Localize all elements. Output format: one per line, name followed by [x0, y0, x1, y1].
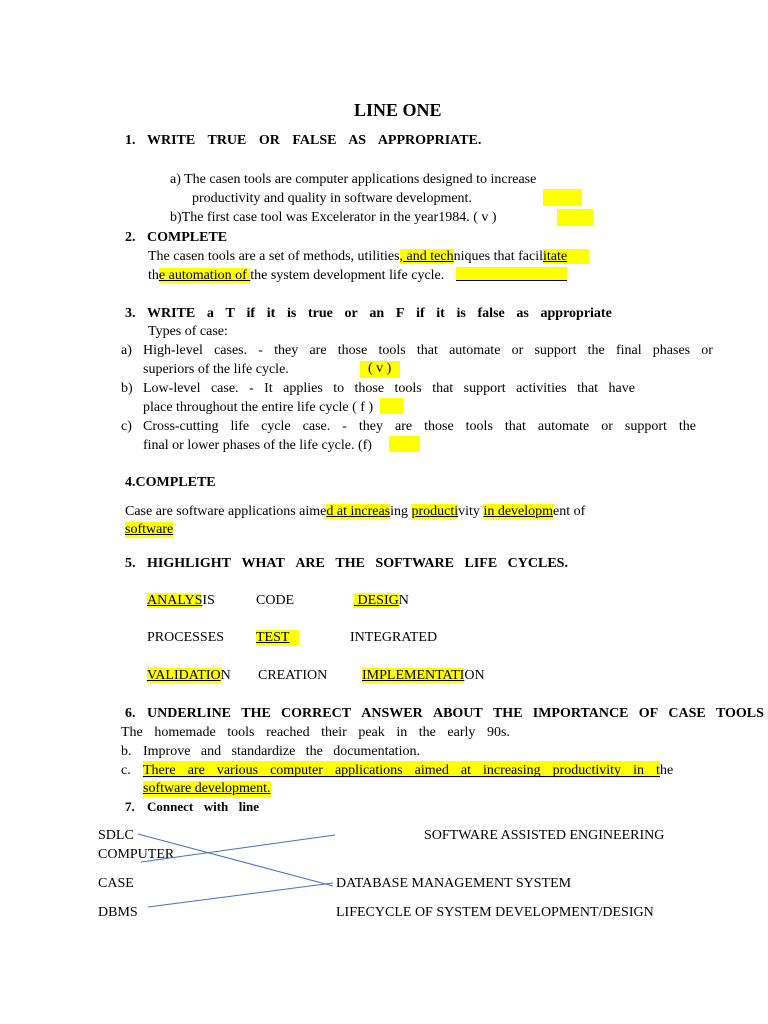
connect-left-term: COMPUTER — [98, 847, 175, 862]
text-run: vity — [458, 504, 484, 519]
word: at — [460, 763, 472, 778]
word: UNDERLINE — [147, 706, 232, 721]
word: that — [416, 343, 438, 358]
option-creation: CREATION — [258, 668, 328, 683]
section-3-intro: Types of case: — [148, 324, 228, 339]
word: those — [354, 381, 385, 396]
highlighted-text: DESIG — [354, 593, 399, 608]
word: to — [333, 381, 345, 396]
connect-right-definition: SOFTWARE ASSISTED ENGINEERING — [424, 828, 665, 843]
section-2-number: 2. — [125, 230, 136, 245]
item-c-line2: final or lower phases of the life cycle. (f) — [143, 438, 372, 453]
text-run: N — [220, 668, 231, 683]
highlighted-text: ANALYS — [147, 593, 203, 608]
connect-right-definition: DATABASE MANAGEMENT SYSTEM — [336, 876, 572, 891]
word: OF — [638, 706, 659, 721]
text-run: the system development life cycle. — [250, 268, 445, 283]
word: ABOUT — [432, 706, 483, 721]
word: it — [436, 306, 445, 321]
word: line — [238, 799, 259, 814]
word: support — [534, 343, 577, 358]
word: Improve — [143, 744, 191, 759]
word: case. — [210, 381, 239, 396]
word: are — [395, 419, 413, 434]
word: HIGHLIGHT — [147, 556, 232, 571]
word: final — [615, 343, 642, 358]
item-a-line2: superiors of the life cycle. — [143, 362, 289, 377]
word: it — [266, 306, 276, 321]
text-run: ent of — [553, 504, 586, 519]
word: the — [305, 744, 323, 759]
word: applications — [334, 763, 403, 778]
word: LIFE — [464, 556, 498, 571]
section-2-heading: COMPLETE — [147, 230, 228, 245]
section-6-item-c-tail: he — [660, 763, 674, 778]
word: if — [246, 306, 256, 321]
connect-left-term: DBMS — [98, 905, 138, 920]
word: tools — [227, 725, 255, 740]
highlighted-text: TEST — [256, 630, 299, 645]
word: that — [432, 381, 454, 396]
item-b-line2: place throughout the entire life cycle ( f ) — [143, 400, 374, 415]
word: the — [418, 725, 436, 740]
word: standardize — [231, 744, 296, 759]
section-4-paragraph-line2: software — [125, 522, 174, 537]
word: if — [416, 306, 425, 321]
word: is — [456, 306, 466, 321]
text-run: ing — [390, 504, 412, 519]
word: the — [678, 419, 696, 434]
section-3-number: 3. — [125, 306, 136, 321]
word: Cross-cutting — [143, 419, 219, 434]
word: as — [516, 306, 529, 321]
word: automate — [537, 419, 590, 434]
word: Low-level — [143, 381, 201, 396]
word: support — [463, 381, 506, 396]
word: CASE — [668, 706, 706, 721]
connector-line — [138, 834, 333, 886]
word: in — [396, 725, 408, 740]
word: WHAT — [241, 556, 285, 571]
section-6-item-b-label: b. — [121, 744, 132, 759]
word: SOFTWARE — [375, 556, 454, 571]
connector-line — [141, 835, 335, 862]
word: - — [249, 381, 254, 396]
word: or — [601, 419, 613, 434]
word: productivity — [552, 763, 622, 778]
word: they — [358, 419, 384, 434]
word: computer — [270, 763, 323, 778]
item-c-label: c) — [121, 419, 132, 434]
word: and — [200, 744, 222, 759]
word: activities — [516, 381, 567, 396]
word: THE — [241, 706, 271, 721]
section-6-number: 6. — [125, 706, 136, 721]
section-1-a-line1: a) The casen tools are computer applications designed to increase — [170, 172, 537, 187]
section-4-heading: 4.COMPLETE — [125, 475, 216, 490]
word: that — [504, 419, 526, 434]
word: appropriate — [540, 306, 612, 321]
word: are — [187, 763, 205, 778]
word: their — [321, 725, 347, 740]
word: have — [608, 381, 635, 396]
word: those — [424, 419, 454, 434]
word: increasing — [483, 763, 541, 778]
text-run: ON — [464, 668, 485, 683]
word: is — [286, 306, 297, 321]
connect-left-term: SDLC — [98, 828, 134, 843]
section-1-number: 1. — [125, 133, 136, 148]
word: or — [344, 306, 358, 321]
word: CYCLES. — [507, 556, 568, 571]
page-title: LINE ONE — [354, 100, 442, 120]
text-run: N — [398, 593, 409, 608]
word: that — [577, 381, 599, 396]
word: peak — [358, 725, 385, 740]
word: true — [307, 306, 333, 321]
connector-line — [148, 883, 333, 907]
text-run: The casen tools are a set of methods, utilities — [148, 249, 400, 264]
word: a — [206, 306, 214, 321]
word: an — [369, 306, 385, 321]
connect-left-term: CASE — [98, 876, 134, 891]
word: in — [633, 763, 644, 778]
word: There — [143, 763, 176, 778]
word: aimed — [414, 763, 449, 778]
word: they — [274, 343, 299, 358]
word: T — [225, 306, 235, 321]
option-processes: PROCESSES — [147, 630, 225, 645]
word: THE — [492, 706, 523, 721]
text-run: niques that facil — [453, 249, 543, 264]
highlighted-text: d at increas — [326, 504, 391, 519]
highlighted-text: itate — [543, 249, 589, 264]
section-7-number: 7. — [125, 799, 135, 814]
word: - — [258, 343, 263, 358]
word: or — [701, 343, 713, 358]
word: The — [121, 725, 143, 740]
word: support — [624, 419, 667, 434]
word: tools — [394, 381, 422, 396]
word: or — [511, 343, 524, 358]
highlighted-text: e automation of — [158, 268, 251, 283]
word: IMPORTANCE — [532, 706, 629, 721]
text-run: Case are software applications aime — [125, 504, 327, 519]
highlighted-text: IMPLEMENTATI — [362, 668, 465, 683]
highlighted-text: VALIDATIO — [147, 668, 221, 683]
word: High-level — [143, 343, 203, 358]
word: automate — [449, 343, 501, 358]
section-1-heading: WRITE TRUE OR FALSE AS APPROPRIATE. — [147, 133, 482, 148]
word: It — [264, 381, 273, 396]
word: tools — [465, 419, 493, 434]
section-6-item-c-line2: software development. — [143, 781, 271, 796]
option-integrated: INTEGRATED — [350, 630, 438, 645]
option-code: CODE — [256, 593, 295, 608]
item-a-answer-mark: ( v ) — [360, 361, 400, 378]
word: early — [447, 725, 476, 740]
word: WRITE — [147, 306, 196, 321]
word: phases — [652, 343, 691, 358]
word: false — [477, 306, 505, 321]
highlighted-text: producti — [411, 504, 459, 519]
item-a-label: a) — [121, 343, 132, 358]
word: ANSWER — [361, 706, 423, 721]
word: Connect — [147, 799, 194, 814]
text-run: th — [148, 268, 159, 283]
word: documentation. — [333, 744, 420, 759]
word: TOOLS — [715, 706, 764, 721]
word: ARE — [295, 556, 325, 571]
word: life — [230, 419, 250, 434]
item-b-label: b) — [121, 381, 133, 396]
highlighted-text: in developm — [483, 504, 554, 519]
highlighted-text: , and tech — [399, 249, 454, 264]
word: applies — [283, 381, 323, 396]
word: CORRECT — [281, 706, 352, 721]
word: various — [216, 763, 259, 778]
section-5-number: 5. — [125, 556, 136, 571]
word: case. — [302, 419, 331, 434]
word: - — [342, 419, 347, 434]
word: reached — [266, 725, 310, 740]
section-1-a-line2: productivity and quality in software development. — [192, 191, 472, 206]
word: tools — [378, 343, 406, 358]
word: the — [587, 343, 605, 358]
section-6-item-c-label: c. — [121, 763, 131, 778]
word: t — [656, 763, 660, 778]
word: those — [337, 343, 368, 358]
word: homemade — [154, 725, 216, 740]
word: with — [203, 799, 229, 814]
word: cases. — [214, 343, 248, 358]
word: 90s. — [486, 725, 510, 740]
section-1-b-line: b)The first case tool was Excelerator in the year1984. ( v ) — [170, 210, 497, 225]
word: THE — [335, 556, 365, 571]
word: cycle — [261, 419, 291, 434]
text-run: IS — [202, 593, 215, 608]
word: are — [309, 343, 327, 358]
connect-right-definition: LIFECYCLE OF SYSTEM DEVELOPMENT/DESIGN — [336, 905, 654, 920]
word: F — [395, 306, 405, 321]
